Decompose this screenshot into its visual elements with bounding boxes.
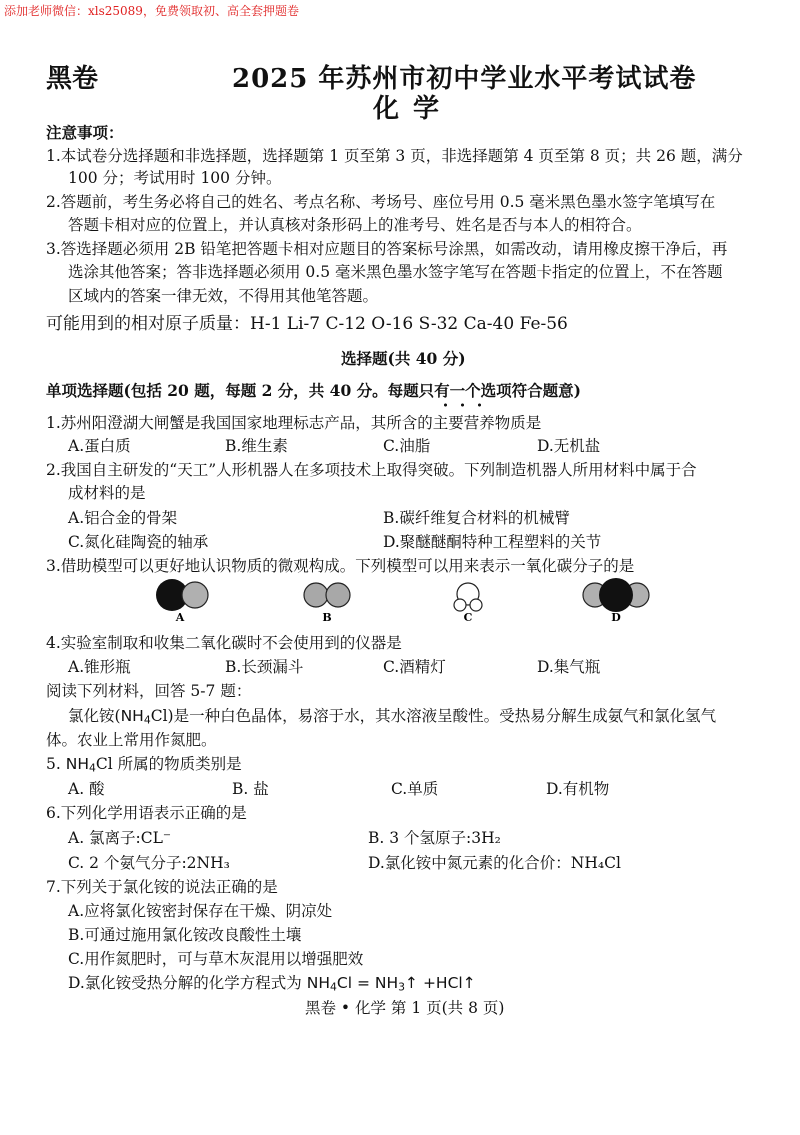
section-instruction bbox=[46, 379, 581, 401]
notes-heading: 注意事项： bbox=[46, 123, 124, 142]
q2-stem-line-1: 2.我国自主研发的“天工”人形机器人在多项技术上取得突破。下列制造机器人所用材料中属于合 bbox=[46, 461, 697, 479]
q6-option-d: D.氯化铵中氮元素的化合价：NH₄Cl bbox=[368, 854, 621, 872]
model-a bbox=[156, 579, 208, 624]
q1-option-b: B.维生素 bbox=[225, 437, 288, 455]
q7-equation-sub-4: 4 bbox=[329, 980, 337, 994]
q5-option-d: D.有机物 bbox=[546, 780, 610, 798]
q5-number: 5. bbox=[46, 755, 66, 773]
reading-paragraph-line-1 bbox=[68, 704, 716, 727]
q7-option-a: A.应将氯化铵密封保存在干燥、阴凉处 bbox=[68, 902, 333, 920]
q1-option-d: D.无机盐 bbox=[537, 437, 601, 455]
model-b-gray-atom-2 bbox=[326, 583, 350, 607]
model-c-small-atom-1 bbox=[454, 599, 466, 611]
q5-stem bbox=[46, 752, 242, 775]
model-b-label: B bbox=[322, 611, 332, 624]
q7-option-b: B.可通过施用氯化铵改良酸性土壤 bbox=[68, 926, 302, 944]
q4-option-a: A.锥形瓶 bbox=[68, 658, 131, 676]
q6-option-b: B. 3 个氢原子:3H₂ bbox=[368, 829, 501, 847]
q2-option-c: C.氮化硅陶瓷的轴承 bbox=[68, 533, 209, 551]
q7-option-d bbox=[68, 971, 476, 994]
model-d-label: D bbox=[611, 611, 621, 624]
q5-option-a: A. 酸 bbox=[68, 780, 105, 798]
reading-paragraph-line-2: 体。农业上常用作氮肥。 bbox=[46, 731, 217, 749]
q7-equation-sub-3: 3 bbox=[398, 980, 406, 994]
reading-text-a: 氯化铵( bbox=[68, 707, 121, 725]
reading-text-d: Cl)是一种白色晶体，易溶于水，其水溶液呈酸性。受热易分解生成氨气和氯化氢气 bbox=[150, 707, 717, 725]
watermark-text: 添加老师微信：xls25089，免费领取初、高全套押题卷 bbox=[4, 4, 299, 18]
paper-tag: 黑卷 bbox=[46, 64, 99, 94]
q7-stem: 7.下列关于氯化铵的说法正确的是 bbox=[46, 878, 278, 896]
q6-option-c: C. 2 个氨气分子:2NH₃ bbox=[68, 854, 230, 872]
section-title: 选择题(共 40 分) bbox=[341, 349, 466, 368]
molecule-models bbox=[140, 578, 660, 626]
q7-equation-nh: NH bbox=[306, 974, 330, 992]
note-1-line-1: 1.本试卷分选择题和非选择题，选择题第 1 页至第 3 页，非选择题第 4 页至第 8 页；共 26 题，满分 bbox=[46, 147, 743, 165]
q1-option-c: C.油脂 bbox=[383, 437, 431, 455]
model-b-gray-atom-1 bbox=[304, 583, 328, 607]
note-2-line-1: 2.答题前，考生务必将自己的姓名、考点名称、考场号、座位号用 0.5 毫米黑色墨水签字笔填写在 bbox=[46, 193, 716, 211]
reading-formula-nh: NH bbox=[120, 707, 144, 725]
q2-stem-line-2: 成材料的是 bbox=[68, 484, 146, 502]
q7-equation-end: ↑ +HCl↑ bbox=[405, 974, 476, 992]
model-a-gray-atom bbox=[182, 582, 208, 608]
q6-stem: 6.下列化学用语表示正确的是 bbox=[46, 804, 247, 822]
model-d-dark-atom bbox=[599, 578, 633, 612]
instruction-part-3: 选项符合题意) bbox=[480, 381, 581, 400]
model-c bbox=[454, 583, 482, 624]
reading-formula-sub: 4 bbox=[143, 713, 151, 727]
model-b bbox=[304, 583, 350, 624]
q7-equation-middle: Cl = NH bbox=[336, 974, 399, 992]
q7-option-c: C.用作氮肥时，可与草木灰混用以增强肥效 bbox=[68, 950, 364, 968]
note-3-line-3: 区域内的答案一律无效，不得用其他笔答题。 bbox=[68, 287, 379, 305]
page-footer: 黑卷 • 化学 第 1 页(共 8 页) bbox=[305, 999, 505, 1017]
exam-subject: 化学 bbox=[373, 94, 454, 124]
model-c-small-atom-2 bbox=[470, 599, 482, 611]
q5-formula-sub: 4 bbox=[88, 761, 96, 775]
q2-option-b: B.碳纤维复合材料的机械臂 bbox=[383, 509, 570, 527]
q2-option-d: D.聚醚醚酮特种工程塑料的关节 bbox=[383, 533, 602, 551]
model-a-label: A bbox=[175, 611, 185, 624]
note-3-line-2: 选涂其他答案；答非选择题必须用 0.5 毫米黑色墨水签字笔写在答题卡指定的位置上，不在答题 bbox=[68, 263, 723, 281]
q3-stem: 3.借助模型可以更好地认识物质的微观构成。下列模型可以用来表示一氧化碳分子的是 bbox=[46, 557, 635, 575]
reading-intro: 阅读下列材料，回答 5-7 题： bbox=[46, 682, 252, 700]
note-3-line-1: 3.答选择题必须用 2B 铅笔把答题卡相对应题目的答案标号涂黑，如需改动，请用橡皮擦干净后，再 bbox=[46, 240, 728, 258]
q1-stem: 1.苏州阳澄湖大闸蟹是我国国家地理标志产品，其所含的主要营养物质是 bbox=[46, 414, 542, 432]
q5-option-c: C.单质 bbox=[391, 780, 439, 798]
model-d bbox=[583, 578, 649, 624]
q4-stem: 4.实验室制取和收集二氧化碳时不会使用到的仪器是 bbox=[46, 634, 402, 652]
instruction-part-1: 单项选择题(包括 20 题，每题 2 分，共 40 分。每题只 bbox=[46, 381, 435, 400]
q6-option-a: A. 氯离子:CL⁻ bbox=[68, 829, 172, 847]
q5-option-b: B. 盐 bbox=[232, 780, 269, 798]
note-1-line-2: 100 分；考试用时 100 分钟。 bbox=[68, 169, 282, 187]
q4-option-c: C.酒精灯 bbox=[383, 658, 446, 676]
note-2-line-2: 答题卡相对应的位置上，并认真核对条形码上的准考号、姓名是否与本人的相符合。 bbox=[68, 216, 642, 234]
q1-option-a: A.蛋白质 bbox=[68, 437, 131, 455]
q7-option-d-text: D.氯化铵受热分解的化学方程式为 bbox=[68, 974, 307, 992]
q4-option-d: D.集气瓶 bbox=[537, 658, 601, 676]
q5-stem-rest: Cl 所属的物质类别是 bbox=[95, 755, 242, 773]
atomic-masses: 可能用到的相对原子质量：H-1 Li-7 C-12 O-16 S-32 Ca-40 Fe-56 bbox=[46, 314, 568, 334]
q4-option-b: B.长颈漏斗 bbox=[225, 658, 304, 676]
q2-option-a: A.铝合金的骨架 bbox=[68, 509, 178, 527]
emphasis-dots-text: 有一个 bbox=[434, 381, 481, 400]
model-c-label: C bbox=[463, 611, 473, 624]
exam-title: 2025 年苏州市初中学业水平考试试卷 bbox=[232, 64, 697, 94]
q5-formula-nh: NH bbox=[65, 755, 89, 773]
